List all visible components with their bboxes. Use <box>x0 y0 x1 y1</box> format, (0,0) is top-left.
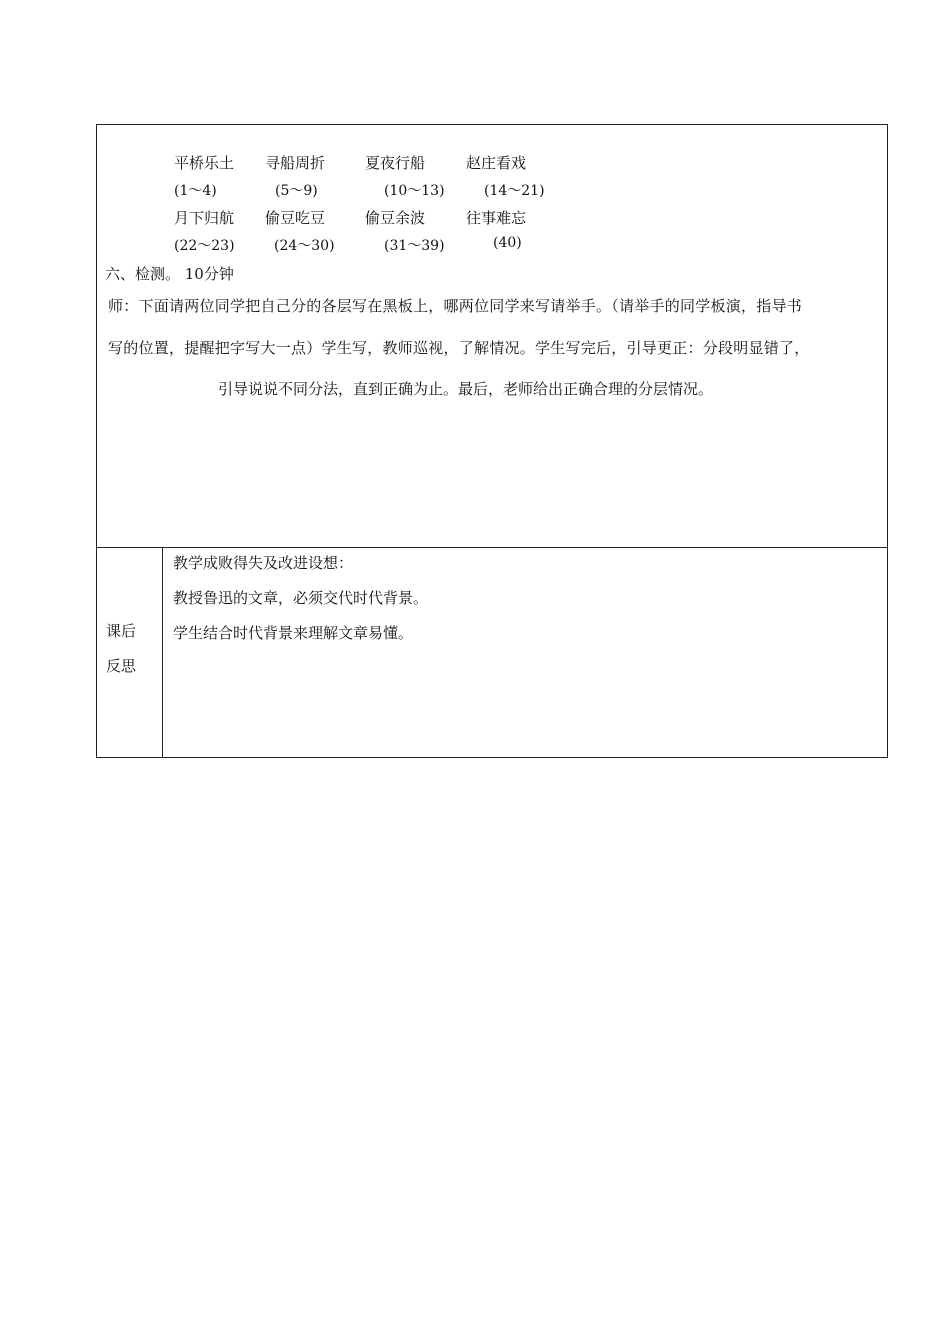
segment-title: 偷豆吃豆 <box>265 209 326 227</box>
reflection-heading: 教学成败得失及改进设想： <box>173 554 354 572</box>
section-heading: 六、检测。 10分钟 <box>105 265 234 283</box>
segment-range: (10～13) <box>384 183 445 199</box>
reflection-line: 教授鲁迅的文章，必须交代时代背景。 <box>173 589 429 607</box>
lesson-table <box>96 124 888 758</box>
segment-title: 寻船周折 <box>265 154 326 172</box>
segment-range: (22～23) <box>174 238 235 254</box>
paragraph-line: 写的位置，提醒把字写大一点）学生写，教师巡视，了解情况。学生写完后，引导更正：分段明显错了， <box>108 339 810 357</box>
reflection-label: 反思 <box>106 657 137 675</box>
segment-title: 偷豆余波 <box>365 209 426 227</box>
reflection-line: 学生结合时代背景来理解文章易懂。 <box>173 624 414 642</box>
paragraph-line: 师：下面请两位同学把自己分的各层写在黑板上，哪两位同学来写请举手。（请举手的同学板演，指导书 <box>108 297 803 315</box>
segment-title: 月下归航 <box>174 209 235 227</box>
segment-title: 往事难忘 <box>466 209 527 227</box>
segment-range: (1～4) <box>174 183 217 199</box>
segment-title: 赵庄看戏 <box>466 154 527 172</box>
segment-title: 夏夜行船 <box>365 154 426 172</box>
segment-range: (5～9) <box>275 183 318 199</box>
reflection-label-cell <box>97 548 163 757</box>
segment-range: (31～39) <box>384 238 445 254</box>
segment-range: (24～30) <box>274 238 335 254</box>
lesson-content-cell <box>97 125 887 548</box>
segment-range: (14～21) <box>484 183 545 199</box>
segment-range: (40) <box>493 235 522 251</box>
paragraph-line: 引导说说不同分法，直到正确为止。最后，老师给出正确合理的分层情况。 <box>218 380 714 398</box>
reflection-row <box>97 548 887 757</box>
reflection-label: 课后 <box>106 622 137 640</box>
segment-title: 平桥乐土 <box>174 154 235 172</box>
